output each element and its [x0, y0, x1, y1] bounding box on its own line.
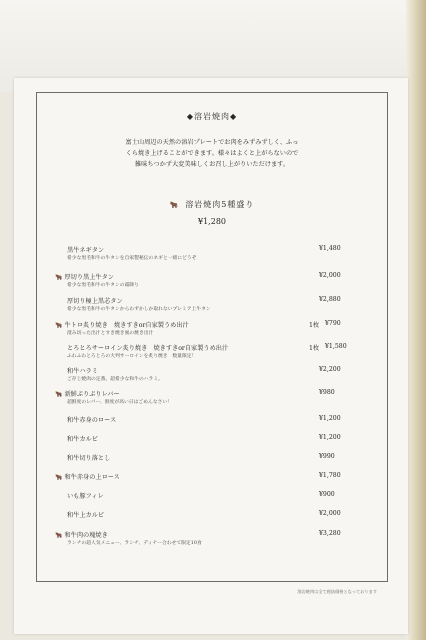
- item-name: [67, 453, 110, 462]
- cow-icon: 🐂: [169, 201, 180, 209]
- item-name: [67, 415, 116, 424]
- item-description: 希少な黒毛和牛の牛タンの霜降り: [67, 283, 139, 288]
- menu-page: [14, 78, 408, 634]
- item-name: [67, 245, 104, 254]
- item-price: ¥790: [325, 320, 341, 327]
- item-price: ¥1,480: [319, 245, 341, 252]
- item-price: ¥2,000: [319, 510, 341, 517]
- cow-icon: 🐂: [55, 391, 63, 398]
- item-price: ¥980: [319, 389, 335, 396]
- item-portion: 1枚: [309, 322, 320, 329]
- set-block: [37, 199, 387, 226]
- intro-text: [61, 137, 363, 170]
- item-name-text: とろとろサーロイン炙り焼き 焼きすきor自家製うめ出汁: [67, 345, 229, 352]
- item-price: ¥1,200: [319, 434, 341, 441]
- item-name: [67, 366, 98, 375]
- item-description: ランチの超人気メニュー、ランチ、ディナー合わせて限定10食: [67, 541, 202, 546]
- item-name-text: 和牛赤身のロース: [67, 417, 117, 424]
- item-price: ¥2,880: [319, 296, 341, 303]
- item-name-text: 和牛カルビ: [67, 436, 98, 443]
- item-price: ¥3,280: [319, 530, 341, 537]
- item-name: [67, 343, 228, 352]
- item-price: ¥1,780: [319, 472, 341, 479]
- page-edge: [406, 0, 426, 640]
- item-name-text: いも豚フィレ: [67, 493, 104, 500]
- footnote: 溶岩焼肉は全て税抜価格となっております: [297, 589, 377, 594]
- item-name-text: 厚切り極上黒芯タン: [67, 298, 123, 305]
- item-name-text: 黒牛ネギタン: [67, 247, 105, 254]
- item-name: [67, 491, 104, 500]
- item-description: ご存じ焼肉の定番。超希少な和牛のハラミ。: [67, 377, 163, 382]
- cow-icon: 🐂: [55, 474, 63, 481]
- item-name-text: 牛トロ炙り焼き 焼きすきor自家製うめ出汁: [64, 322, 189, 329]
- intro-line: くら焼き上げることができます。様々はよくと上がらないので: [125, 150, 299, 157]
- item-name: [67, 296, 123, 305]
- intro-line: 富士山周辺の天然の溶岩プレートでお肉をみずみずしく、ふっ: [125, 139, 299, 146]
- item-portion: 1枚: [309, 345, 320, 352]
- item-description: 希少な黒毛和牛の牛タンを自家製秘伝のネギと一緒にどうぞ: [67, 256, 197, 261]
- item-name-text: 新鮮ぷりぷりレバー: [64, 391, 120, 398]
- item-name: [55, 320, 189, 329]
- item-name: [55, 530, 108, 539]
- item-name: [55, 389, 120, 398]
- set-name: 溶岩焼肉5種盛り: [185, 200, 255, 209]
- item-price: ¥2,200: [319, 366, 341, 373]
- item-price: ¥1,580: [325, 343, 347, 350]
- item-name-text: 和牛ハラミ: [67, 368, 98, 375]
- item-name-text: 和牛切り落とし: [67, 455, 111, 462]
- set-price: ¥1,280: [198, 217, 226, 226]
- item-name: [67, 434, 98, 443]
- item-description: 超鮮度のレバー、鮮度が高い日はごめんなさい！: [67, 400, 173, 405]
- menu-frame: [36, 92, 388, 594]
- intro-line: 雑味ちつかず大変美味しくお召し上がりいただけます。: [134, 161, 290, 168]
- item-name-text: 厚切り黒上牛タン: [64, 274, 114, 281]
- item-price: ¥900: [319, 491, 335, 498]
- cow-icon: 🐂: [55, 274, 63, 281]
- set-name-row: [37, 199, 387, 210]
- cow-icon: 🐂: [55, 532, 63, 539]
- item-price: ¥990: [319, 453, 335, 460]
- item-description: ふわふわとろとろの大判サーロインを炙り焼き 数量限定！: [67, 354, 197, 359]
- item-name-text: 和牛上カルビ: [67, 512, 105, 519]
- item-name-text: 和牛赤身の上ロース: [64, 474, 120, 481]
- item-description: 澄み切った出汁とすき焼き風の焼き出汁: [67, 331, 154, 336]
- item-description: 希少な黒毛和牛の牛タンからわずかしか取れないプレミア上牛タン: [67, 307, 211, 312]
- item-name: [55, 472, 120, 481]
- section-title: ◆溶岩焼肉◆: [186, 112, 238, 121]
- item-name: [67, 510, 104, 519]
- item-price: ¥2,000: [319, 272, 341, 279]
- item-name: [55, 272, 114, 281]
- item-name-text: 和牛肉の塊焼き: [64, 532, 108, 539]
- cow-icon: 🐂: [55, 322, 63, 329]
- item-price: ¥1,200: [319, 415, 341, 422]
